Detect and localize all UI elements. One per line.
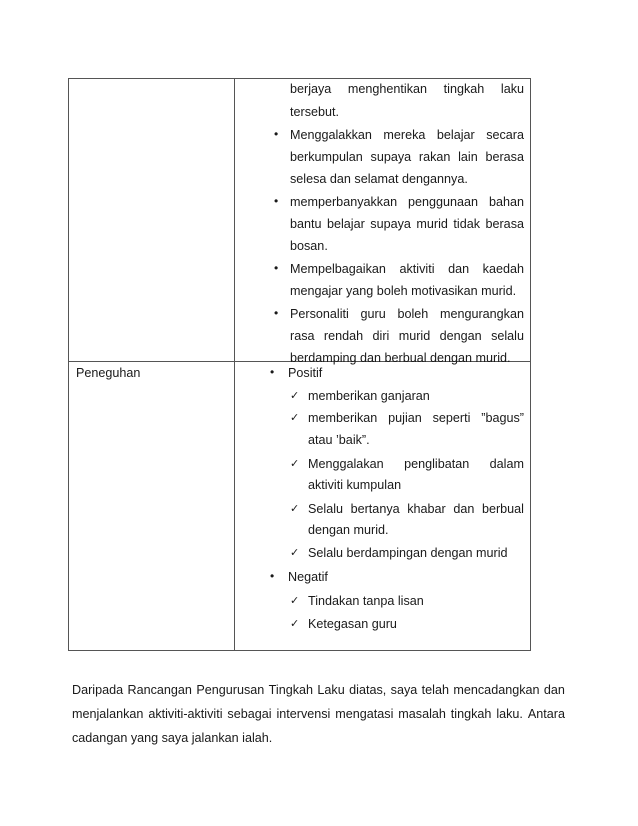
text-line: aktiviti kumpulan — [308, 478, 402, 492]
text-line — [290, 307, 524, 321]
word: Personaliti — [290, 307, 349, 321]
closing-paragraph — [72, 678, 565, 750]
word: murid — [416, 217, 448, 231]
word: rakan — [418, 150, 451, 164]
bullet-icon: • — [270, 569, 275, 583]
word: Tingkah — [268, 683, 314, 697]
checkmark-icon: ✓ — [290, 503, 300, 515]
word: berasa — [485, 150, 524, 164]
word: saya — [390, 683, 418, 697]
word: bantu — [290, 217, 322, 231]
word: bertanya — [350, 502, 400, 516]
text-line — [290, 195, 524, 209]
word: intervensi — [276, 707, 331, 721]
word: berjaya — [290, 82, 332, 96]
word: aktiviti-aktiviti — [148, 707, 223, 721]
text-line — [290, 150, 524, 164]
word: menghentikan — [347, 82, 428, 96]
word: seperti — [432, 411, 471, 425]
word: Pengurusan — [196, 683, 265, 697]
table-left-border — [68, 78, 69, 651]
word: mengatasi — [335, 707, 394, 721]
text-line: Tindakan tanpa lisan — [308, 594, 424, 608]
word: telah — [421, 683, 449, 697]
text-line — [290, 217, 524, 231]
word: berkumpulan — [290, 150, 363, 164]
text-line — [290, 128, 524, 142]
bullet-icon: • — [274, 194, 279, 208]
text-line: selesa dan selamat dengannya. — [290, 172, 468, 186]
word: murid — [398, 329, 431, 343]
word: selalu — [491, 329, 524, 343]
text-line: bosan. — [290, 239, 328, 253]
word: dalam — [489, 457, 524, 471]
word: berbual — [481, 502, 524, 516]
checkmark-icon: ✓ — [290, 412, 300, 424]
text-line — [290, 329, 524, 343]
word: Rancangan — [127, 683, 192, 697]
word: pujian — [388, 411, 422, 425]
text-line: tersebut. — [290, 105, 340, 119]
word: Daripada — [72, 683, 124, 697]
checkmark-icon: ✓ — [290, 458, 300, 470]
word: tingkah — [450, 707, 492, 721]
positive-heading: Positif — [288, 366, 323, 380]
behavior-plan-table — [68, 78, 531, 651]
word: dengan — [439, 329, 482, 343]
paragraph-line: cadangan yang saya jalankan ialah. — [72, 731, 273, 745]
table-bottom-border — [68, 650, 531, 651]
word: kaedah — [482, 262, 524, 276]
bullet-icon: • — [274, 306, 279, 320]
word: Laku — [317, 683, 345, 697]
text-line — [308, 457, 524, 471]
text-line — [308, 411, 524, 425]
word: mencadangkan — [453, 683, 540, 697]
word: sebagai — [227, 707, 272, 721]
text-line — [290, 82, 524, 96]
bullet-icon: • — [274, 261, 279, 275]
word: lain — [458, 150, 478, 164]
word: mereka — [383, 128, 426, 142]
text-line: berdamping dan berbual dengan murid. — [290, 351, 511, 365]
word: masalah — [398, 707, 446, 721]
paragraph-line — [72, 702, 565, 726]
checkmark-icon: ✓ — [290, 618, 300, 630]
word: aktiviti — [399, 262, 435, 276]
word: laku — [500, 82, 524, 96]
word: rendah — [323, 329, 364, 343]
bullet-icon: • — [270, 365, 275, 379]
text-line: atau ’baik”. — [308, 433, 370, 447]
text-line: dengan murid. — [308, 523, 389, 537]
table-top-border — [68, 78, 531, 79]
word: tidak — [453, 217, 480, 231]
word: dan — [543, 683, 565, 697]
text-line — [308, 502, 524, 516]
word: belajar — [327, 217, 365, 231]
word: penggunaan — [408, 195, 479, 209]
word: boleh — [397, 307, 429, 321]
word: khabar — [407, 502, 446, 516]
word: mengurangkan — [439, 307, 524, 321]
word: guru — [360, 307, 386, 321]
word: memperbanyakkan — [290, 195, 398, 209]
word: laku. — [496, 707, 523, 721]
word: rasa — [290, 329, 315, 343]
word: Menggalakkan — [290, 128, 372, 142]
word: supaya — [370, 217, 411, 231]
word: dan — [448, 262, 470, 276]
bullet-icon: • — [274, 127, 279, 141]
word: diri — [372, 329, 390, 343]
word: Menggalakan — [308, 457, 384, 471]
column-divider — [234, 78, 235, 651]
word: berasa — [485, 217, 524, 231]
table-right-border — [530, 78, 531, 651]
word: Mempelbagaikan — [290, 262, 386, 276]
word: Antara — [527, 707, 565, 721]
word: belajar — [436, 128, 475, 142]
word: supaya — [370, 150, 412, 164]
paragraph-line — [72, 678, 565, 702]
text-line: Selalu berdampingan dengan murid — [308, 546, 508, 560]
text-line: Ketegasan guru — [308, 617, 397, 631]
checkmark-icon: ✓ — [290, 595, 300, 607]
word: menjalankan — [72, 707, 144, 721]
checkmark-icon: ✓ — [290, 547, 300, 559]
negative-heading: Negatif — [288, 570, 328, 584]
word: memberikan — [308, 411, 378, 425]
word: secara — [486, 128, 524, 142]
word: bahan — [488, 195, 524, 209]
word: dan — [453, 502, 475, 516]
text-line — [290, 262, 524, 276]
row-label-peneguhan: Peneguhan — [76, 366, 141, 380]
word: penglibatan — [404, 457, 470, 471]
word: diatas, — [349, 683, 387, 697]
word: tingkah — [443, 82, 485, 96]
text-line: mengajar yang boleh motivasikan murid. — [290, 284, 517, 298]
word: Selalu — [308, 502, 344, 516]
word: ”bagus” — [481, 411, 524, 425]
checkmark-icon: ✓ — [290, 390, 300, 402]
text-line: memberikan ganjaran — [308, 389, 430, 403]
